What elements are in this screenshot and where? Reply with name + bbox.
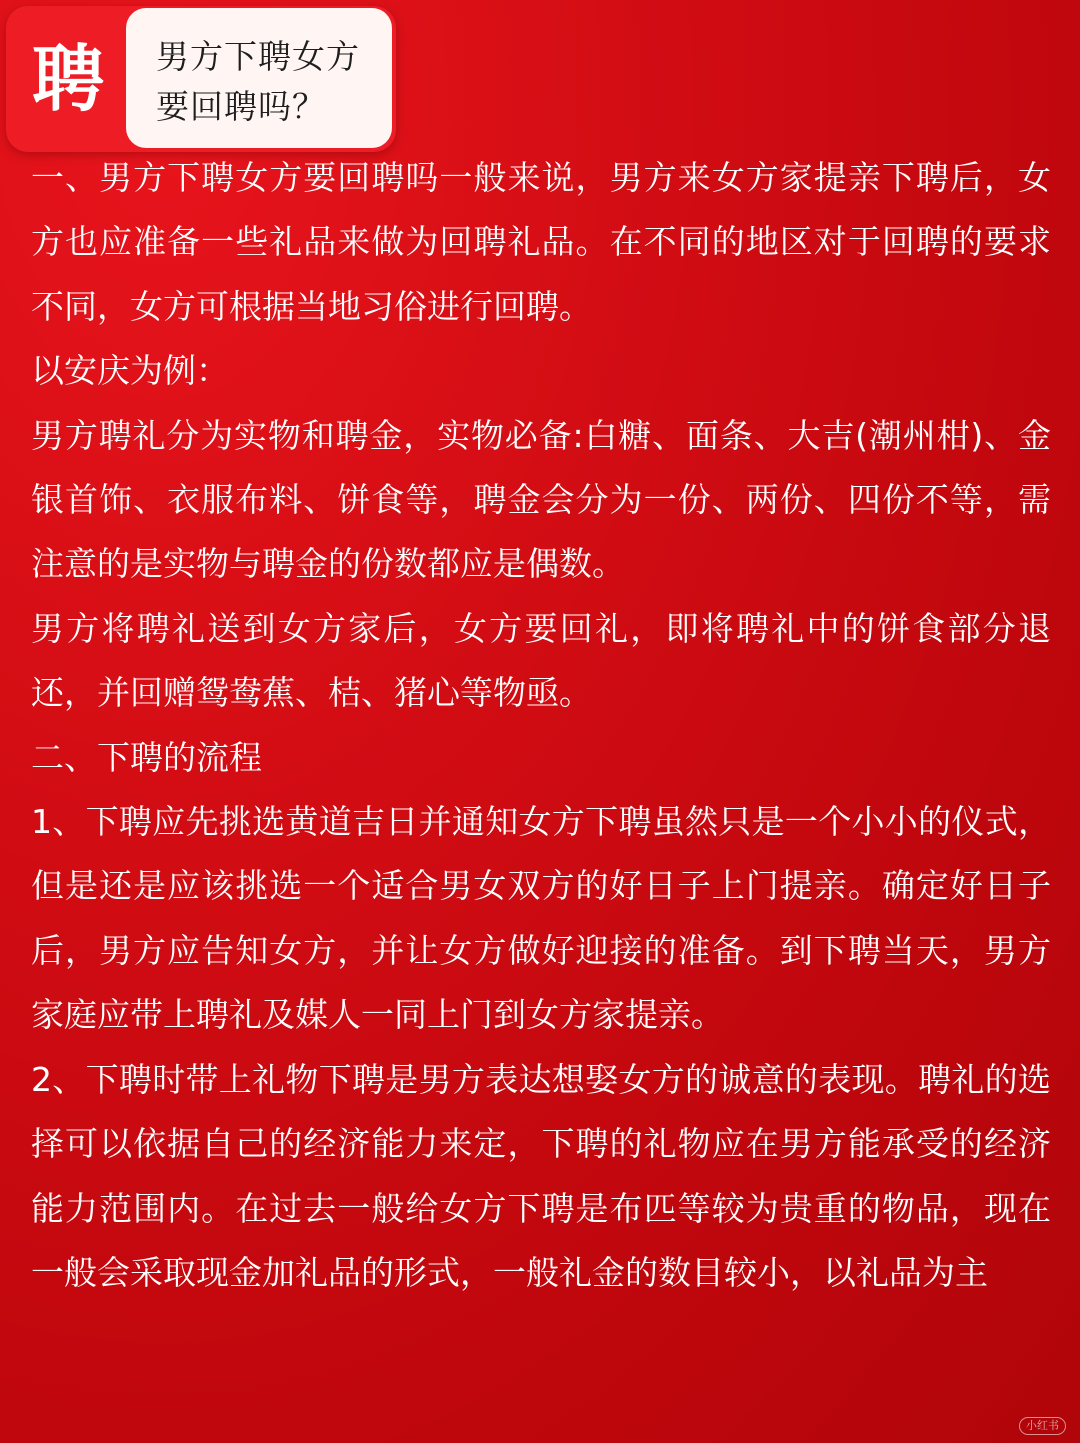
watermark-logo: 小红书 <box>1019 1417 1066 1435</box>
title-badge <box>6 6 396 152</box>
paragraph-step-2: 2、下聘时带上礼物下聘是男方表达想娶女方的诚意的表现。聘礼的选择可以依据自己的经济能力来定，下聘的礼物应在男方能承受的经济能力范围内。在过去一般给女方下聘是布匹等较为贵重的物品，现在一般会采取现金加礼品的形式，一般礼金的数目较小，以礼品为主 <box>31 1059 1051 1292</box>
page-title: 男方下聘女方要回聘吗？ <box>156 37 360 126</box>
article-body <box>31 146 1051 1305</box>
paragraph-return-gifts: 男方将聘礼送到女方家后，女方要回礼，即将聘礼中的饼食部分退还，并回赠鸳鸯蕉、桔、猪心等物亟。 <box>31 608 1051 713</box>
paragraph-example-heading: 以安庆为例： <box>31 351 229 391</box>
badge-character: 聘 <box>31 37 104 121</box>
title-card <box>126 8 392 148</box>
paragraph-step-1: 1、下聘应先挑选黄道吉日并通知女方下聘虽然只是一个小小的仪式，但是还是应该挑选一个适合男女双方的好日子上门提亲。确定好日子后，男方应告知女方，并让女方做好迎接的准备。到下聘当天，男方家庭应带上聘礼及媒人一同上门到女方家提亲。 <box>31 802 1051 1035</box>
paragraph-intro: 一、男方下聘女方要回聘吗一般来说，男方来女方家提亲下聘后，女方也应准备一些礼品来做为回聘礼品。在不同的地区对于回聘的要求不同，女方可根据当地习俗进行回聘。 <box>31 158 1051 326</box>
section-heading-process: 二、下聘的流程 <box>31 737 262 777</box>
paragraph-betrothal-gifts: 男方聘礼分为实物和聘金，实物必备:白糖、面条、大吉(潮州柑)、金银首饰、衣服布料、饼食等，聘金会分为一份、两份、四份不等，需注意的是实物与聘金的份数都应是偶数。 <box>31 415 1051 584</box>
